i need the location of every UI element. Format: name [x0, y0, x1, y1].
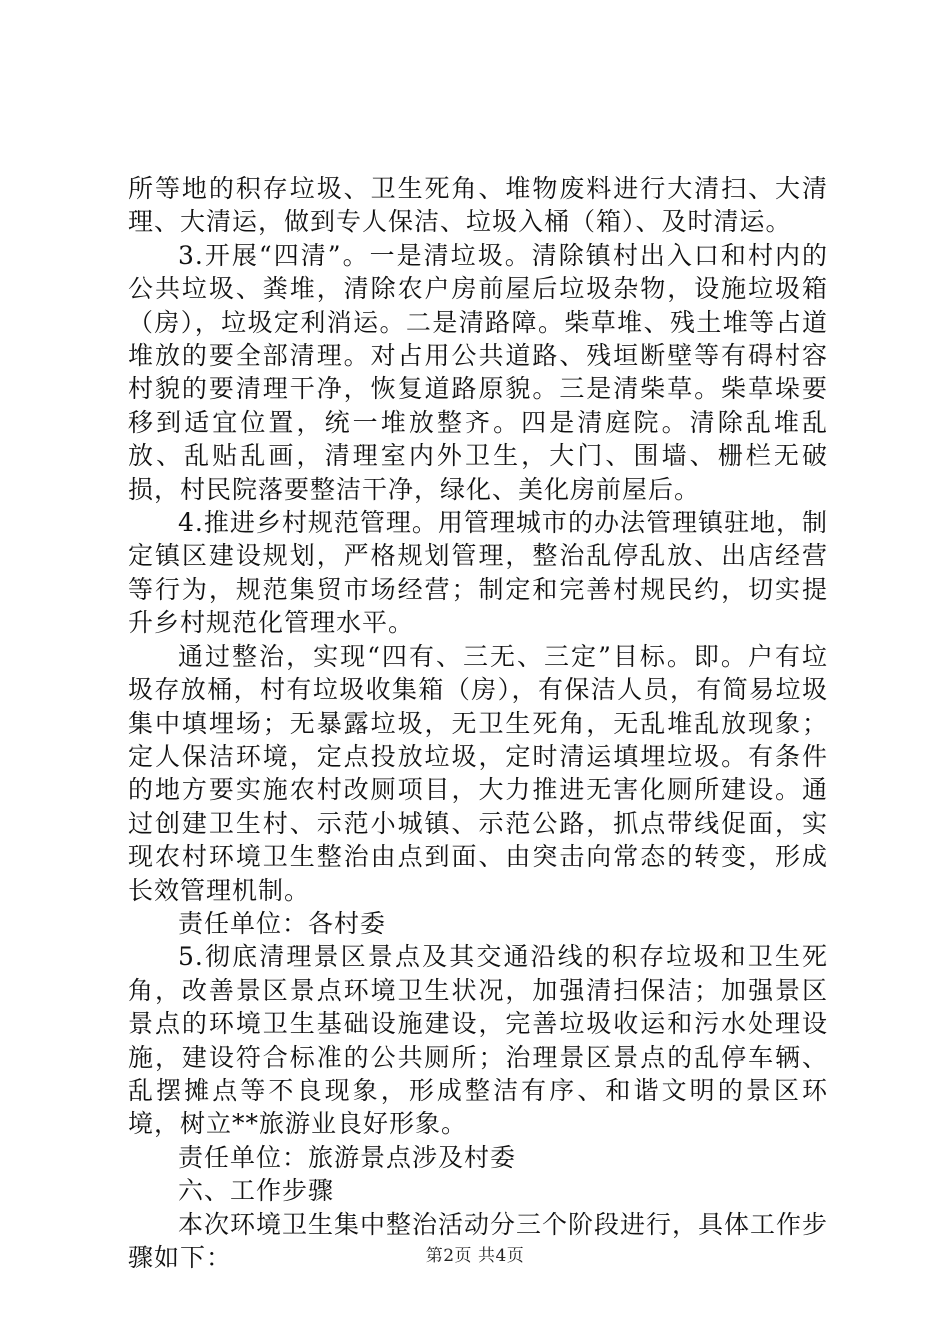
- paragraph-work-steps-intro: 本次环境卫生集中整治活动分三个阶段进行，具体工作步骤如下：: [128, 1209, 829, 1272]
- paragraph-item-4-rural-management: 4.推进乡村规范管理。用管理城市的办法管理镇驻地，制定镇区建设规划，严格规划管理，整治乱停乱放、出店经营等行为，规范集贸市场经营；制定和完善村规民约，切实提升乡村规范化管理水平。: [128, 508, 828, 638]
- paragraph-goals: 通过整治，实现“四有、三无、三定”目标。即。户有垃圾存放桶，村有垃圾收集箱（房），有保洁人员，有简易垃圾集中填埋场；无暴露垃圾，无卫生死角，无乱堆乱放现象；定人保洁环境，定点投放垃圾，定时清运填埋垃圾。有条件的地方要实施农村改厕项目，大力推进无害化厕所建设。通过创建卫生村、示范小城镇、示范公路，抓点带线促面，实现农村环境卫生整治由点到面、由突击向常态的转变，形成长效管理机制。: [128, 641, 828, 905]
- paragraph-responsible-unit-1: 责任单位：各村委: [178, 908, 387, 938]
- paragraph-item-5-scenic-areas: 5.彻底清理景区景点及其交通沿线的积存垃圾和卫生死角，改善景区景点环境卫生状况，加强清扫保洁；加强景区景点的环境卫生基础设施建设，完善垃圾收运和污水处理设施，建设符合标准的公共厕所；治理景区景点的乱停车辆、乱摆摊点等不良现象，形成整洁有序、和谐文明的景区环境，树立**旅游业良好形象。: [128, 942, 828, 1139]
- section-heading-work-steps: 六、工作步骤: [178, 1176, 335, 1206]
- document-body: [128, 172, 828, 1274]
- paragraph-item-3-four-cleans: 3.开展“四清”。一是清垃圾。清除镇村出入口和村内的公共垃圾、粪堆，清除农户房前屋后垃圾杂物，设施垃圾箱（房），垃圾定利消运。二是清路障。柴草堆、残土堆等占道堆放的要全部清理。对占用公共道路、残垣断壁等有碍村容村貌的要清理干净，恢复道路原貌。三是清柴草。柴草垛要移到适宜位置，统一堆放整齐。四是清庭院。清除乱堆乱放、乱贴乱画，清理室内外卫生，大门、围墙、栅栏无破损，村民院落要整洁干净，绿化、美化房前屋后。: [128, 240, 828, 504]
- paragraph-intro-continuation: 所等地的积存垃圾、卫生死角、堆物废料进行大清扫、大清理、大清运，做到专人保洁、垃圾入桶（箱）、及时清运。: [128, 174, 828, 237]
- paragraph-responsible-unit-2: 责任单位：旅游景点涉及村委: [178, 1142, 517, 1172]
- page-number-footer: 第2页 共4页: [425, 1246, 525, 1266]
